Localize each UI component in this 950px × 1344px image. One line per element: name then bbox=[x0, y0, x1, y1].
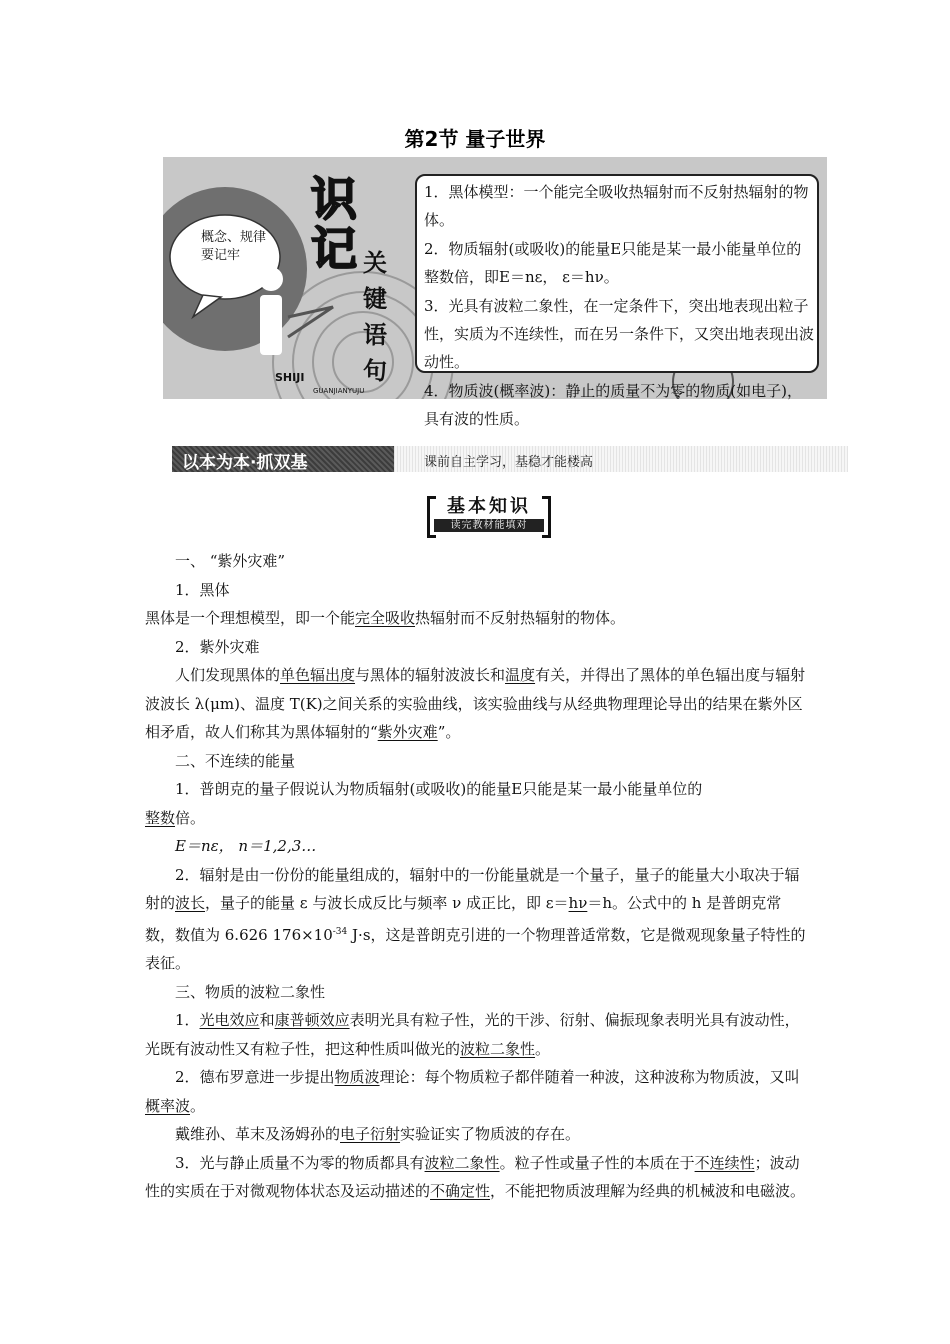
page-title: 第2节 量子世界 bbox=[404, 127, 546, 151]
sub-heading-blackbody: 1．黑体 bbox=[175, 580, 230, 599]
paragraph-debroglie: 2．德布罗意进一步提出物质波理论：每个物质粒子都伴随着一种波，这种波称为物质波，又叫概率波。 bbox=[145, 1068, 800, 1115]
paragraph-davisson: 戴维孙、革末及汤姆孙的电子衍射实验证实了物质波的存在。 bbox=[175, 1125, 581, 1143]
basic-knowledge-title: 基本知识 bbox=[447, 496, 531, 517]
paragraph-duality: 1．光电效应和康普顿效应表明光具有粒子性，光的干涉、衍射、偏振现象表明光具有波动性，光既有波动性又有粒子性，把这种性质叫做光的波粒二象性。 bbox=[145, 1011, 800, 1058]
heading-1: 一、 “紫外灾难” bbox=[175, 552, 286, 570]
logo-latin-sub: GUANJIANYUJU bbox=[313, 387, 365, 395]
speech-bubble-text: 概念、规律要记牢 bbox=[201, 230, 267, 263]
bracket-left bbox=[427, 496, 436, 538]
heading-3: 三、物质的波粒二象性 bbox=[175, 982, 326, 1001]
basic-knowledge-subtitle: 读完教材能填对 bbox=[434, 519, 544, 532]
logo-char-ji: 记 bbox=[311, 222, 357, 276]
paragraph-quantum: 2．辐射是由一份份的能量组成的，辐射中的一份能量就是一个量子，量子的能量大小取决于辐射的波长，量子的能量 ε 与波长成反比与频率 ν 成正比，即 ε＝hν＝h。公式中的 h 是普朗克常数，数值为 6.626 $176\times 10^{-34}$ J·s，这是普朗克引进的一个物理普适常数，它是微观现象量子特性的表征。 bbox=[145, 865, 806, 972]
section-header-light bbox=[394, 446, 848, 472]
key-point-2: 2．物质辐射(或吸收)的能量E只能是某一最小能量单位的整数倍，即E＝nε， ε＝hν。 bbox=[424, 239, 802, 287]
logo-char-shi: 识 bbox=[311, 172, 357, 226]
key-point-3: 3．光具有波粒二象性，在一定条件下，突出地表现出粒子性，实质为不连续性，而在另一条件下，又突出地表现出波动性。 bbox=[424, 296, 815, 372]
key-point-1: 1．黑体模型：一个能完全吸收热辐射而不反射热辐射的物体。 bbox=[424, 183, 809, 230]
bracket-right bbox=[542, 496, 551, 538]
paragraph-nature: 3．光与静止质量不为零的物质都具有波粒二象性。粒子性或量子性的本质在于不连续性；波动性的实质在于对微观物体状态及运动描述的不确定性，不能把物质波理解为经典的机械波和电磁波。 bbox=[145, 1153, 806, 1200]
sub-heading-uv: 2．紫外灾难 bbox=[175, 637, 260, 656]
formula-energy: E＝nε， n＝1,2,3… bbox=[175, 837, 317, 855]
heading-2: 二、不连续的能量 bbox=[175, 751, 296, 770]
main-content bbox=[145, 547, 810, 1206]
section-header-title: 以本为本·抓双基 bbox=[182, 453, 308, 473]
paragraph-planck: 1．普朗克的量子假说认为物质辐射(或吸收)的能量E只能是某一最小能量单位的 整数倍。 bbox=[145, 780, 703, 827]
section-header-dark bbox=[172, 446, 394, 472]
logo-vertical-text: 关键语句 bbox=[363, 249, 387, 385]
logo-latin: SHIJI bbox=[275, 371, 305, 384]
key-points-list bbox=[424, 178, 814, 434]
section-header-subtitle: 课前自主学习，基稳才能楼高 bbox=[424, 455, 594, 470]
paragraph-uv: 人们发现黑体的单色辐出度与黑体的辐射波波长和温度有关，并得出了黑体的单色辐出度与辐射波波长 λ(μm)、温度 T(K)之间关系的实验曲线，该实验曲线与从经典物理理论导出的结果在紫外区相矛盾，故人们称其为黑体辐射的“紫外灾难”。 bbox=[145, 666, 806, 741]
paragraph-blackbody: 黑体是一个理想模型，即一个能完全吸收热辐射而不反射热辐射的物体。 bbox=[145, 609, 626, 627]
basic-knowledge-tag bbox=[427, 496, 551, 534]
key-point-4: 4．物质波(概率波)：静止的质量不为零的物质(如电子)，具有波的性质。 bbox=[424, 381, 802, 429]
section-header-bar bbox=[172, 446, 848, 472]
